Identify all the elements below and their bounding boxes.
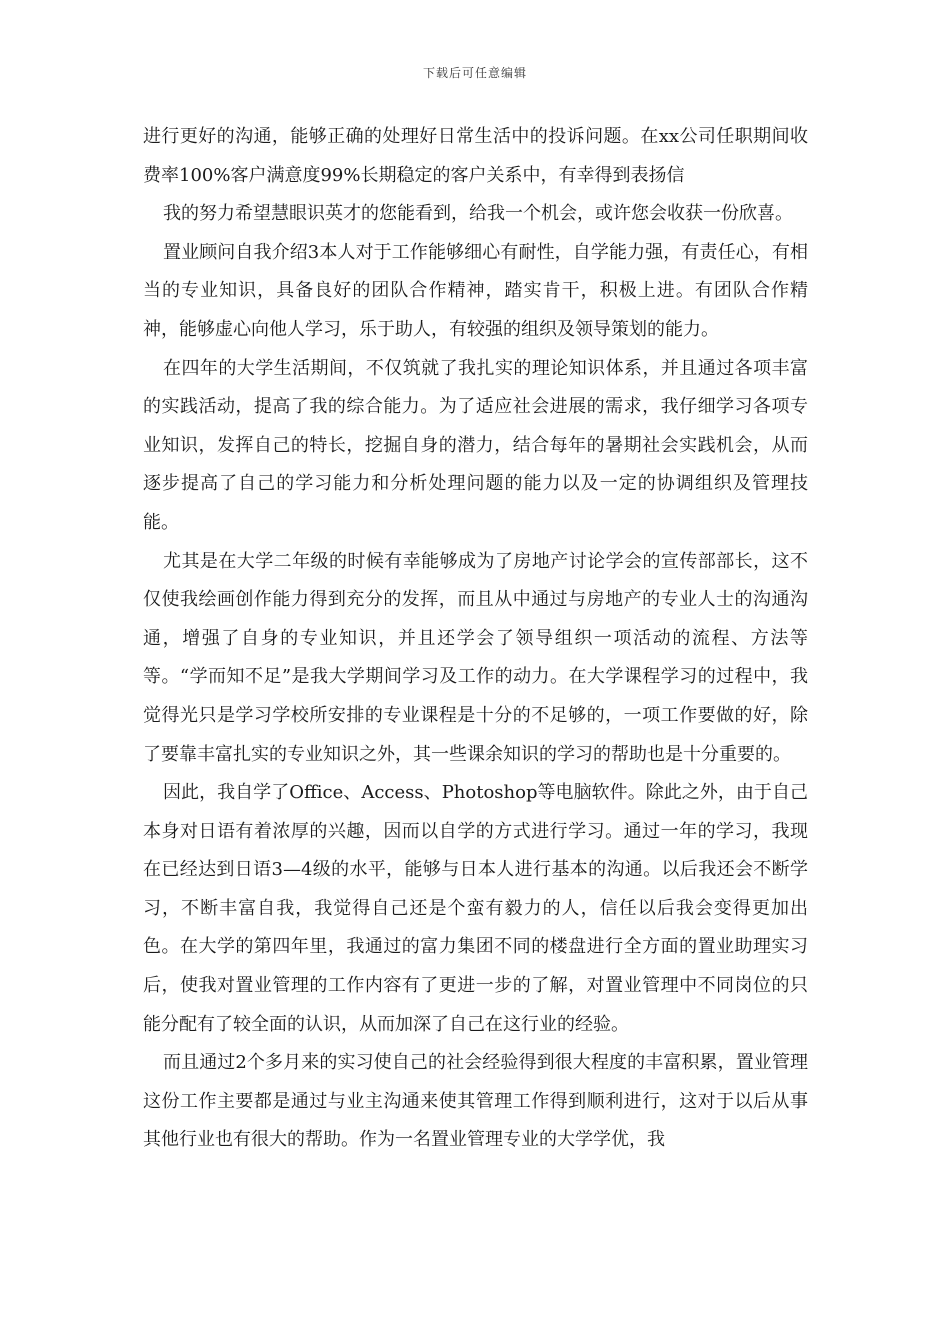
paragraph: 而且通过2个多月来的实习使自己的社会经验得到很大程度的丰富积累，置业管理这份工作主要都是通过与业主沟通来使其管理工作得到顺利进行，这对于以后从事其他行业也有很大的帮助。作为一名置业管理专业的大学学优，我	[143, 1052, 808, 1151]
paragraph: 在四年的大学生活期间，不仅筑就了我扎实的理论知识体系，并且通过各项丰富的实践活动，提高了我的综合能力。为了适应社会进展的需求，我仔细学习各项专业知识，发挥自己的特长，挖掘自身的潜力，结合每年的暑期社会实践机会，从而逐步提高了自己的学习能力和分析处理问题的能力以及一定的协调组织及管理技能。	[143, 357, 808, 533]
page-header: 下载后可任意编辑	[422, 66, 527, 80]
paragraph: 我的努力希望慧眼识英才的您能看到，给我一个机会，或许您会收获一份欣喜。	[163, 203, 793, 225]
paragraph: 因此，我自学了Office、Access、Photoshop等电脑软件。除此之外，由于自己本身对日语有着浓厚的兴趣，因而以自学的方式进行学习。通过一年的学习，我现在已经达到日语3—4级的水平，能够与日本人进行基本的沟通。以后我还会不断学习，不断丰富自我，我觉得自己还是个蛮有毅力的人，信任以后我会变得更加出色。在大学的第四年里，我通过的富力集团不同的楼盘进行全方面的置业助理实习后，使我对置业管理的工作内容有了更进一步的了解，对置业管理中不同岗位的只能分配有了较全面的认识，从而加深了自己在这行业的经验。	[143, 782, 808, 1035]
paragraph: 尤其是在大学二年级的时候有幸能够成为了房地产讨论学会的宣传部部长，这不仅使我绘画创作能力得到充分的发挥，而且从中通过与房地产的专业人士的沟通沟通，增强了自身的专业知识，并且还学会了领导组织一项活动的流程、方法等等。“学而知不足”是我大学期间学习及工作的动力。在大学课程学习的过程中，我觉得光只是学习学校所安排的专业课程是十分的不足够的，一项工作要做的好，除了要靠丰富扎实的专业知识之外，其一些课余知识的学习的帮助也是十分重要的。	[143, 550, 808, 765]
paragraph: 置业顾问自我介绍3本人对于工作能够细心有耐性，自学能力强，有责任心，有相当的专业知识，具备良好的团队合作精神，踏实肯干，积极上进。有团队合作精神，能够虚心向他人学习，乐于助人，有较强的组织及领导策划的能力。	[143, 241, 808, 340]
document-body	[143, 118, 808, 1160]
paragraph: 进行更好的沟通，能够正确的处理好日常生活中的投诉问题。在xx公司任职期间收费率100%客户满意度99%长期稳定的客户关系中，有幸得到表扬信	[143, 126, 808, 186]
